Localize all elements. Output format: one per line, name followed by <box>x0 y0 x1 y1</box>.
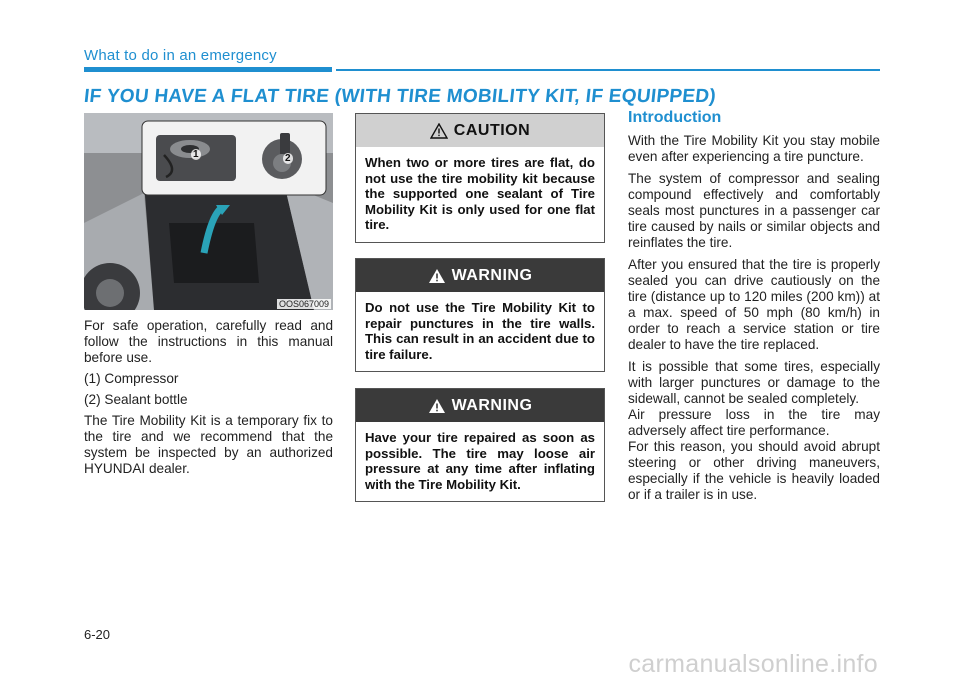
left-column <box>84 318 333 482</box>
warning-text: Do not use the Tire Mobility Kit to repair punctures in the tire walls. This can result in an accident due to tire failure. <box>365 300 595 362</box>
paragraph: With the Tire Mobility Kit you stay mobile even after experiencing a tire puncture. <box>628 133 880 164</box>
warning-header <box>356 259 604 292</box>
callout-2: 2 <box>285 153 291 164</box>
caution-header <box>356 114 604 147</box>
caution-triangle-icon <box>430 123 448 139</box>
trunk-illustration <box>84 113 333 310</box>
caution-box <box>355 113 605 243</box>
list-item-compressor: (1) Compressor <box>84 371 179 386</box>
warning-header <box>356 389 604 422</box>
right-column <box>628 110 880 503</box>
paragraph: After you ensured that the tire is properly sealed you can drive cautiously on the tire (distance up to 120 miles (200 km)) at a max. speed of 50 mph (80 km/h) in order to reach a service station or tire dealer to have the tire replaced. <box>628 257 880 352</box>
temporary-fix-paragraph: The Tire Mobility Kit is a temporary fix to the tire and we recommend that the system be inspected by an authorized HYUNDAI dealer. <box>84 413 333 476</box>
paragraph: For this reason, you should avoid abrupt steering or other driving maneuvers, especially if the vehicle is heavily loaded or if a trailer is in use. <box>628 439 880 502</box>
caution-text: When two or more tires are flat, do not use the tire mobility kit because the supported one sealant of Tire Mobility Kit is only used for one flat tire. <box>365 155 595 232</box>
figure-code: OOS067009 <box>278 299 329 309</box>
warning-triangle-icon <box>428 398 446 414</box>
intro-paragraph: For safe operation, carefully read and follow the instructions in this manual before use. <box>84 318 333 365</box>
paragraph: Air pressure loss in the tire may adversely affect tire performance. <box>628 407 880 438</box>
warning-triangle-icon <box>428 268 446 284</box>
warning-label: WARNING <box>451 266 533 284</box>
tire-mobility-kit-photo <box>84 113 333 310</box>
watermark: carmanualsonline.info <box>628 650 878 678</box>
warning-box-repair <box>355 388 605 502</box>
introduction-heading: Introduction <box>628 109 722 126</box>
section-label: What to do in an emergency <box>84 47 277 64</box>
header-rule-thin <box>336 69 880 71</box>
warning-box-sidewall <box>355 258 605 372</box>
callout-1: 1 <box>193 149 199 160</box>
warning-label: WARNING <box>451 396 533 414</box>
warning-text: Have your tire repaired as soon as possible. The tire may loose air pressure at any time after inflating with the Tire Mobility Kit. <box>365 430 595 492</box>
list-item-sealant-bottle: (2) Sealant bottle <box>84 392 188 407</box>
header-rule-thick <box>84 67 332 72</box>
paragraph: The system of compressor and sealing compound effectively and comfortably seals most punctures in a passenger car tire caused by nails or similar objects and reinflates the tire. <box>628 171 880 250</box>
page-number: 6-20 <box>84 627 111 642</box>
caution-label: CAUTION <box>453 121 531 139</box>
paragraph: It is possible that some tires, especially with larger punctures or damage to the sidewall, cannot be sealed completely. <box>628 359 880 406</box>
page-title: IF YOU HAVE A FLAT TIRE (WITH TIRE MOBILITY KIT, IF EQUIPPED) <box>82 86 718 107</box>
